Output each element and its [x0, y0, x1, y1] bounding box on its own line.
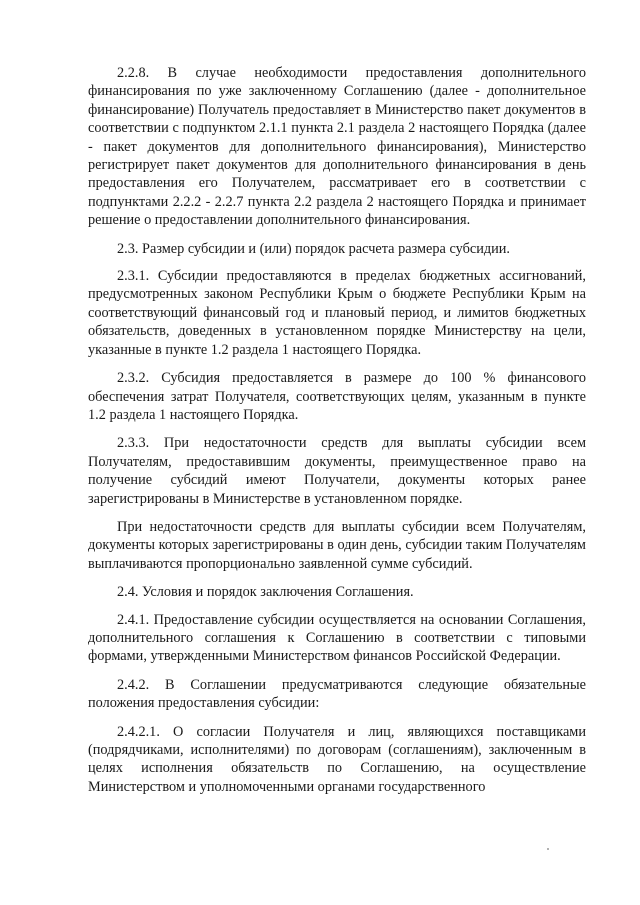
document-body: [88, 64, 586, 806]
scan-speck: [547, 848, 549, 850]
paragraph-2-3-3: 2.3.3. При недостаточности средств для выплаты субсидии всем Получателям, предоставившим документы, преимущественное право на получение субсидий имеют Получатели, документы которых ранее зарегистрированы в Министерстве в установленном порядке.: [88, 435, 586, 507]
paragraph-2-4-1: 2.4.1. Предоставление субсидии осуществляется на основании Соглашения, дополнительного соглашения к Соглашению в соответствии с типовыми формами, утвержденными Министерством финансов Российской Федерации.: [88, 611, 586, 665]
paragraph-2-3-1: 2.3.1. Субсидии предоставляются в пределах бюджетных ассигнований, предусмотренных законом Республики Крым о бюджете Республики Крым на соответствующий финансовый год и плановый период, и лимитов бюджетных обязательств, доведенных в установленном порядке Министерству на цели, указанные в пункте 1.2 раздела 1 настоящего Порядка.: [88, 268, 586, 358]
paragraph-2-4: 2.4. Условия и порядок заключения Соглашения.: [117, 584, 414, 601]
paragraph-insufficient-funds: При недостаточности средств для выплаты субсидии всем Получателям, документы которых зарегистрированы в один день, субсидии таким Получателям выплачиваются пропорционально заявленной сумме субсидий.: [88, 518, 586, 572]
paragraph-2-4-2-1: 2.4.2.1. О согласии Получателя и лиц, являющихся поставщиками (подрядчиками, исполнителями) по договорам (соглашениям), заключенным в целях исполнения обязательств по Соглашению, на осуществление Министерством и уполномоченными органами государственного: [88, 723, 586, 795]
paragraph-2-3: 2.3. Размер субсидии и (или) порядок расчета размера субсидии.: [117, 240, 511, 257]
paragraph-2-3-2: 2.3.2. Субсидия предоставляется в размере до 100 % финансового обеспечения затрат Получателя, соответствующих целям, указанным в пункте 1.2 раздела 1 настоящего Порядка.: [88, 370, 586, 423]
paragraph-2-4-2: 2.4.2. В Соглашении предусматриваются следующие обязательные положения предоставления субсидии:: [88, 676, 586, 712]
paragraph-2-2-8: 2.2.8. В случае необходимости предоставления дополнительного финансирования по уже заключенному Соглашению (далее - дополнительное финансирование) Получатель предоставляет в Министерство пакет документов в соответствии с подпунктом 2.1.1 пункта 2.1 раздела 2 настоящего Порядка (далее - пакет документов для дополнительного финансирования), Министерство регистрирует пакет документов для дополнительного финансирования в день предоставления его Получателем, рассматривает его в соответствии с подпунктами 2.2.2 - 2.2.7 пункта 2.2 раздела 2 настоящего Порядка и принимает решение о предоставлении дополнительного финансирования.: [88, 65, 586, 229]
